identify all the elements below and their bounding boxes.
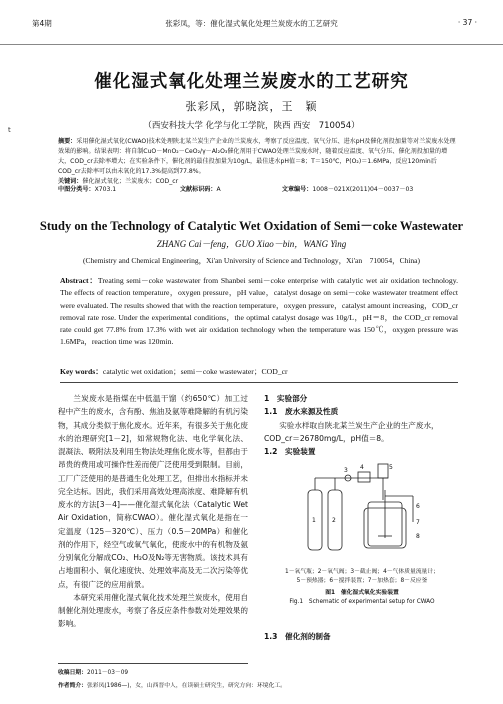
label-1: 1: [312, 517, 316, 524]
figure-caption-cn: 图1 催化湿式氧化实验装置: [325, 590, 399, 596]
section-1-1-heading: 1.1 废水来源及性质: [264, 407, 339, 417]
received-date: 2011－03－09: [87, 670, 129, 676]
section-1-3: [264, 630, 460, 643]
author-bio-label: 作者简介：: [58, 683, 87, 689]
label-3: 3: [344, 467, 348, 474]
section-1-1-text: 实验水样取自陕北某兰炭生产企业的生产废水，COD_cr＝26780mg/L，pH值＝8。: [264, 420, 439, 443]
preheater: [378, 464, 388, 478]
abstract-divider: [60, 382, 458, 383]
classification-row: [58, 184, 458, 193]
doc-code-value: A: [216, 186, 221, 193]
page-header: [0, 0, 503, 45]
figure-legend-line-1: 1－氧气瓶；2－氧气阀；3－截止阀；4－气体质量流量计；: [285, 569, 439, 575]
label-2: 2: [332, 517, 336, 524]
body-left-column: [58, 392, 248, 631]
received-label: 收稿日期：: [58, 670, 87, 676]
author-bio: 张彩凤(1986—)，女，山西晋中人，在读硕士研究生，研究方向：环境化工。: [87, 683, 286, 689]
section-1-3-heading: 1.3 催化剂的制备: [264, 632, 331, 641]
authors-cn: 张彩凤，郭晓滨，王 颖: [185, 100, 318, 113]
keywords-en: [60, 366, 458, 377]
clc-value: X703.1: [94, 186, 117, 193]
section-1-heading: 1 实验部分: [264, 394, 308, 403]
running-title: 张彩凤，等：催化湿式氧化处理兰炭废水的工艺研究: [165, 19, 338, 28]
flowmeter: [358, 472, 370, 482]
issue-number: 第4期: [32, 19, 52, 28]
section-1-2-heading: 1.2 实验装置: [264, 447, 316, 456]
footnote-divider: [58, 663, 248, 664]
footnote-received: [58, 667, 478, 676]
abstract-en-text: Treating semi－coke wastewater from Shanbei semi－coke enterprise with catalytic wet air oxidation technology. The effects of reaction temperature，oxygen pressure，pH value，catalyst dosage on semi－coke wastewater treatment effect were evaluated. The results showed that with the reaction temperature，oxygen pressure，catalyst amount increasing，COD_cr removal rate rose. Under the experimental conditions，the optimal catalyst dosage was 10g/L，pH＝8，the COD_cr removal rate could get 77.8% from 17.3% with wet air oxidation technology when the temperature was 150℃，oxygen pressure was 1.6MPa，reaction time was 120min.: [60, 276, 459, 347]
keywords-en-text: catalytic wet oxidation；semi－coke wastewater；COD_cr: [102, 367, 288, 376]
abstract-cn-label: 摘要：: [58, 138, 77, 145]
article-no-label: 文章编号：: [281, 186, 313, 193]
abstract-cn: [58, 137, 458, 187]
abstract-en: [60, 275, 458, 349]
keywords-cn-text: 催化湿式氧化；兰炭废水；COD_cr: [82, 178, 179, 185]
body-right-column: [264, 392, 460, 458]
doc-code-label: 文献标识码：: [179, 186, 217, 193]
keywords-en-label: Key words：: [60, 367, 103, 376]
label-7: 7: [416, 519, 420, 526]
label-5: 5: [389, 464, 393, 471]
clc-label: 中图分类号：: [58, 186, 95, 193]
experimental-setup-figure: [288, 460, 438, 566]
figure-legend-line-2: 5－预热器；6－搅拌装置；7－加热套；8－反应釜: [296, 578, 428, 584]
abstract-cn-text: 采用催化湿式氧化(CWAO)技术处理陕北某兰炭生产企业的兰炭废水，考察了反应温度、氧气分压、进水pH及催化剂投加量等对兰炭废水处理效果的影响。结果表明：将自制CuO－MnO₂－CeO₂/γ－Al₂O₃催化剂用于CWAO处理兰炭废水时，随着反应温度、氧气分压、催化剂投加量的增大，COD_cr去除率增大；在实验条件下，催化剂的最佳投加量为10g/L，最佳进水pH值＝8；T＝150℃，P(O₂)＝1.6MPa，反应120min后COD_cr去除率可以由未氧化的17.3%提高到77.8%。: [58, 138, 456, 175]
keywords-cn-label: 关键词：: [58, 178, 83, 185]
affiliation-en: (Chemistry and Chemical Engineering，Xi'an University of Science and Technology，Xi'an 710054，China): [83, 256, 420, 265]
label-4: 4: [360, 464, 364, 471]
article-no-value: 1008－021X(2011)04－0037－03: [312, 186, 414, 193]
figure-caption-en: Fig.1 Schematic of experimental setup for CWAO: [289, 599, 435, 605]
authors-en: ZHANG Cai－feng，GUO Xiao－bin，WANG Ying: [156, 239, 347, 249]
body-paragraph-2: 本研究采用催化湿式氧化技术处理兰炭废水，使用自制催化剂处理废水，考察了各反应条件参数对处理效果的影响。: [58, 592, 248, 629]
page-number: · 37 ·: [457, 18, 477, 27]
abstract-en-label: Abstract：: [60, 276, 98, 285]
title-cn: 催化湿式氧化处理兰炭废水的工艺研究: [94, 72, 409, 92]
body-paragraph-1: 兰炭废水是指煤在中低温干馏（约650℃）加工过程中产生的废水，含有酚、焦油及氨等难降解的有机污染物，其成分类似于焦化废水。近年来，有很多关于焦化废水的治理研究[1－2]，如常规物化法、电化学氧化法、混凝法、吸附法及利用生物法处理焦化废水等，但都由于昂贵的费用或可操作性差而使广泛使用受到限制。目前，工厂广泛使用的是普通生化处理工艺，但排出水指标并未完全达标。因此，我们采用高效处理高浓度、难降解有机废水的方法[3－4]——催化湿式氧化法（Catalytic Wet Air Oxidation，简称CWAO）。催化湿式氧化是指在一定温度（125－320℃）、压力（0.5－20MPa）和催化剂的作用下，经空气或氧气氧化，使废水中的有机物及氨分别氧化分解成CO₂、H₂O及N₂等无害物质。该技术具有占地面积小、氧化速度快、处理效率高及无二次污染等优点，有很广泛的应用前景。: [58, 394, 248, 589]
figure-legend: [264, 568, 460, 607]
margin-mark: t: [8, 126, 11, 134]
label-8: 8: [416, 533, 420, 540]
footnote-author: [58, 680, 478, 689]
title-en: Study on the Technology of Catalytic Wet Oxidation of Semi－coke Wastewater: [39, 219, 464, 233]
label-6: 6: [416, 503, 420, 510]
affiliation-cn: （西安科技大学 化学与化工学院，陕西 西安 710054）: [143, 121, 360, 131]
